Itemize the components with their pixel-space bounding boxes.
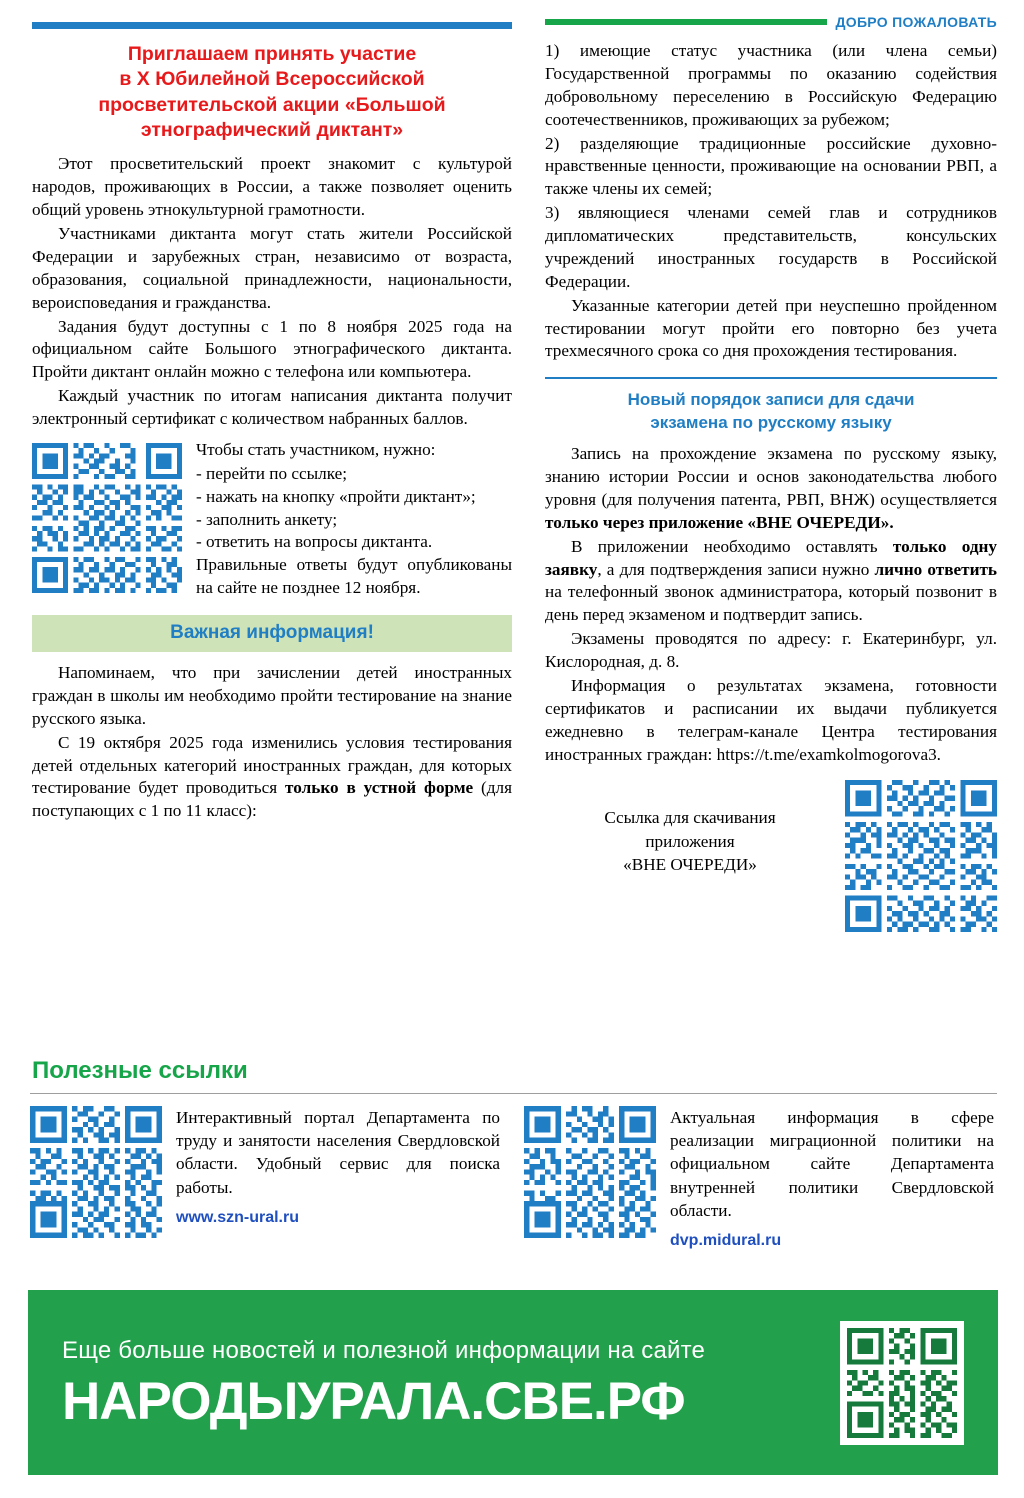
section-heading-line-1: Новый порядок записи для сдачи bbox=[627, 390, 915, 410]
paragraph-exam-address: Экзамены проводятся по адресу: г. Екатеринбург, ул. Кислородная, д. 8. bbox=[545, 629, 997, 671]
left-column bbox=[32, 22, 512, 824]
paragraph-oral-form bbox=[32, 732, 512, 824]
qr-code-dvp-midural[interactable] bbox=[524, 1106, 656, 1238]
qr-code-narodyurala[interactable] bbox=[840, 1321, 964, 1445]
qr-code-dictation[interactable] bbox=[32, 443, 182, 593]
paragraph-school-testing: Напоминаем, что при зачислении детей иностранных граждан в школы им необходимо пройти тестирование на знание русского языка. bbox=[32, 663, 512, 728]
steps-text bbox=[196, 439, 512, 601]
footer-banner bbox=[28, 1290, 998, 1475]
oral-text-b: (для поступающих с 1 по 11 класс): bbox=[32, 778, 513, 821]
app-caption-line-1: Ссылка для скачивания bbox=[604, 808, 776, 828]
useful-links-divider bbox=[30, 1093, 997, 1094]
app-caption-line-2: приложения bbox=[645, 831, 735, 851]
app-download-caption bbox=[545, 780, 835, 876]
category-item-2: 2) разделяющие традиционные российские духовно-нравственные ценности, проживающие на основании РВП, а также члены их семей; bbox=[545, 133, 997, 199]
footer-text-block bbox=[62, 1337, 706, 1431]
steps-intro: Чтобы стать участником, нужно: bbox=[196, 439, 436, 459]
useful-link-url-2[interactable]: dvp.midural.ru bbox=[670, 1232, 782, 1250]
step-item-3: - заполнить анкету; bbox=[196, 509, 338, 529]
useful-link-content-2 bbox=[670, 1106, 994, 1250]
single-request-a: В приложении необходимо оставлять bbox=[571, 536, 893, 556]
paragraph-dates: Задания будут доступны с 1 по 8 ноября 2025 года на официальном сайте Большого этнографического диктанта. Пройти диктант онлайн можно с телефона или компьютера. bbox=[32, 316, 512, 382]
paragraph-single-request bbox=[545, 536, 997, 628]
useful-link-content-1 bbox=[176, 1106, 500, 1250]
paragraph-retest: Указанные категории детей при неуспешно пройденном тестировании могут пройти его повторно без учета трехмесячного срока со дня прохождения тестирования. bbox=[545, 295, 997, 361]
section-divider bbox=[545, 377, 997, 379]
category-item-1: 1) имеющие статус участника (или члена семьи) Государственной программы по оказанию содействия добровольному переселению в Российскую Федерацию соотечественников, проживающих за рубежом; bbox=[545, 41, 997, 129]
right-column bbox=[545, 14, 997, 932]
category-item-3: 3) являющиеся членами семей глав и сотрудников дипломатических представительств, консульских учреждений иностранных государств в Российской Федерации. bbox=[545, 203, 997, 291]
exam-signup-text: Запись на прохождение экзамена по русскому языку, знанию истории России и основ законодательства любого уровня (для получения патента, РВП, ВНЖ) осуществляется bbox=[545, 444, 997, 509]
single-request-bold-2: лично ответить bbox=[874, 559, 998, 579]
useful-link-text-2: Актуальная информация в сфере реализации миграционной политики на официальном сайте Департамента внутренней политики Свердловской области. bbox=[670, 1108, 994, 1220]
useful-link-card-2 bbox=[524, 1106, 994, 1250]
section-heading-exam bbox=[545, 389, 997, 435]
single-request-bold-1: только одну заявку bbox=[545, 536, 998, 579]
useful-links-title: Полезные ссылки bbox=[32, 1057, 248, 1084]
welcome-badge: ДОБРО ПОЖАЛОВАТЬ bbox=[835, 14, 997, 30]
oral-text-bold: только в устной форме bbox=[285, 778, 474, 798]
single-request-c: на телефонный звонок администратора, который позвонит в день перед экзаменом и подтвердит запись. bbox=[545, 582, 997, 625]
green-rule bbox=[545, 19, 827, 25]
steps-after-text: Правильные ответы будут опубликованы на сайте не позднее 12 ноября. bbox=[196, 555, 512, 598]
qr-code-app-download[interactable] bbox=[845, 780, 997, 932]
step-item-4: - ответить на вопросы диктанта. bbox=[196, 532, 433, 552]
single-request-b: , а для подтверждения записи нужно bbox=[597, 559, 875, 579]
oral-text-a: С 19 октября 2025 года изменились условия тестирования детей отдельных категорий иностранных граждан, для которых тестирование будет проводиться bbox=[32, 732, 512, 798]
useful-links-row bbox=[30, 1106, 997, 1250]
paragraph-certificate: Каждый участник по итогам написания диктанта получит электронный сертификат с количеством набранных баллов. bbox=[32, 386, 512, 428]
useful-link-url-1[interactable]: www.szn-ural.ru bbox=[176, 1208, 299, 1226]
app-caption-line-3: «ВНЕ ОЧЕРЕДИ» bbox=[623, 854, 757, 874]
page-title-line-1: Приглашаем принять участие bbox=[127, 43, 417, 65]
footer-site-name: НАРОДЫУРАЛА.СВЕ.РФ bbox=[62, 1372, 685, 1431]
paragraph-exam-results: Информация о результатах экзамена, готовности сертификатов и расписании их выдачи публикуется ежедневно в телеграм-канале Центра тестирования иностранных граждан: https://t.me/examkolmogorova3. bbox=[545, 675, 997, 764]
useful-link-text-1: Интерактивный портал Департамента по труду и занятости населения Свердловской области. Удобный сервис для поиска работы. bbox=[176, 1108, 500, 1197]
section-heading-line-2: экзамена по русскому языку bbox=[650, 413, 892, 433]
qr-code-szn-ural[interactable] bbox=[30, 1106, 162, 1238]
paragraph-about-project: Этот просветительский проект знакомит с культурой народов, проживающих в России, а также позволяет оценить общий уровень этнокультурной грамотности. bbox=[32, 154, 512, 220]
blue-rule bbox=[32, 22, 512, 29]
page-title bbox=[32, 42, 512, 143]
useful-link-card-1 bbox=[30, 1106, 500, 1250]
app-download-block bbox=[545, 780, 997, 932]
paragraph-participants: Участниками диктанта могут стать жители Российской Федерации и зарубежных стран, независимо от возраста, образования, социальной принадлежности, национальности, вероисповедания и гражданства. bbox=[32, 224, 512, 312]
participation-steps-block bbox=[32, 439, 512, 601]
page-title-line-3: просветительской акции «Большой bbox=[98, 93, 446, 116]
important-info-banner: Важная информация! bbox=[32, 615, 512, 652]
page-title-line-2: в X Юбилейной Всероссийской bbox=[119, 68, 425, 91]
paragraph-exam-signup bbox=[545, 443, 997, 535]
welcome-rule-row bbox=[545, 14, 997, 30]
step-item-2: - нажать на кнопку «пройти диктант»; bbox=[196, 486, 476, 506]
step-item-1: - перейти по ссылке; bbox=[196, 463, 348, 483]
exam-signup-bold: только через приложение «ВНЕ ОЧЕРЕДИ». bbox=[545, 512, 894, 532]
footer-tagline: Еще больше новостей и полезной информации на сайте bbox=[62, 1337, 706, 1364]
page-title-line-4: этнографический диктант» bbox=[140, 119, 404, 142]
